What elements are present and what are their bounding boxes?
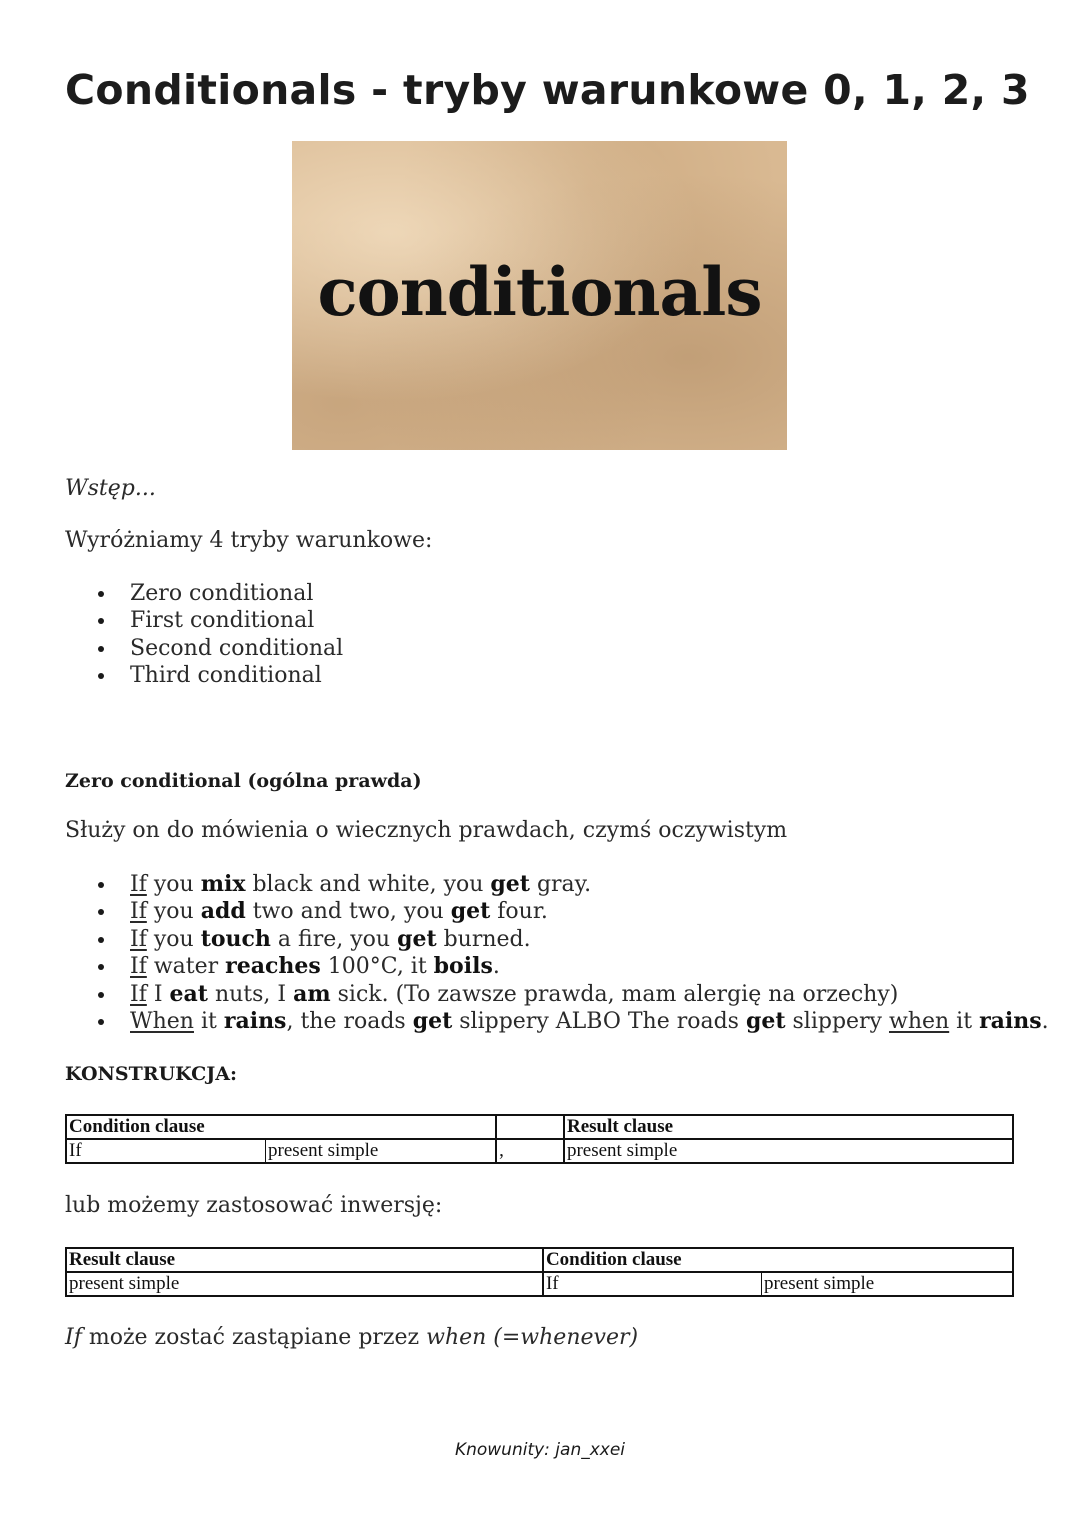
result-tense-cell: present simple [66, 1272, 543, 1296]
bullet-icon [98, 937, 104, 943]
if-cell: If [66, 1139, 266, 1163]
bullet-icon [98, 646, 104, 652]
table-row [66, 1272, 1013, 1296]
example-item: If you mix black and white, you get gray. [130, 871, 1049, 898]
condition-tense-cell: present simple [761, 1272, 1013, 1296]
examples-list [130, 871, 1049, 1035]
bullet-icon [98, 882, 104, 888]
page-title: Conditionals - tryby warunkowe 0, 1, 2, 3 [65, 66, 1030, 114]
banner-text: conditionals [317, 253, 762, 331]
bullet-icon [98, 1019, 104, 1025]
table-row [66, 1248, 1013, 1272]
footer-credit: Knowunity: jan_xxei [454, 1440, 626, 1460]
comma-cell: , [496, 1139, 564, 1163]
bullet-icon [98, 591, 104, 597]
example-item: If you add two and two, you get four. [130, 898, 1049, 925]
note-text: If może zostać zastąpiane przez when (=whenever) [65, 1325, 639, 1350]
table-row [66, 1115, 1013, 1139]
bullet-icon [98, 992, 104, 998]
list-item: Second conditional [130, 635, 343, 662]
lead-text: Wyróżniamy 4 tryby warunkowe: [65, 528, 433, 553]
construction-heading: KONSTRUKCJA: [65, 1063, 238, 1085]
inversion-table [65, 1247, 1014, 1297]
example-item: If I eat nuts, I am sick. (To zawsze prawda, mam alergię na orzechy) [130, 981, 1049, 1008]
bullet-icon [98, 909, 104, 915]
example-item: If water reaches 100°C, it boils. [130, 953, 1049, 980]
conditional-types-list [130, 580, 343, 690]
result-tense-cell: present simple [564, 1139, 1013, 1163]
zero-conditional-description: Służy on do mówienia o wiecznych prawdach, czymś oczywistym [65, 818, 788, 843]
table-row [66, 1139, 1013, 1163]
bullet-icon [98, 618, 104, 624]
inversion-text: lub możemy zastosować inwersję: [65, 1193, 443, 1218]
example-item: When it rains, the roads get slippery ALBO The roads get slippery when it rains. [130, 1008, 1049, 1035]
table-cell [496, 1115, 564, 1139]
banner-image [292, 141, 787, 450]
example-item: If you touch a fire, you get burned. [130, 926, 1049, 953]
construction-table [65, 1114, 1014, 1164]
bullet-icon [98, 964, 104, 970]
list-item: First conditional [130, 607, 343, 634]
list-item: Zero conditional [130, 580, 343, 607]
condition-clause-header: Condition clause [543, 1248, 1013, 1272]
result-clause-header: Result clause [66, 1248, 543, 1272]
zero-conditional-heading: Zero conditional (ogólna prawda) [65, 770, 422, 792]
result-clause-header: Result clause [564, 1115, 1013, 1139]
if-cell: If [543, 1272, 762, 1296]
intro-text: Wstęp... [65, 476, 156, 501]
condition-clause-header: Condition clause [66, 1115, 496, 1139]
list-item: Third conditional [130, 662, 343, 689]
condition-tense-cell: present simple [266, 1139, 497, 1163]
bullet-icon [98, 673, 104, 679]
